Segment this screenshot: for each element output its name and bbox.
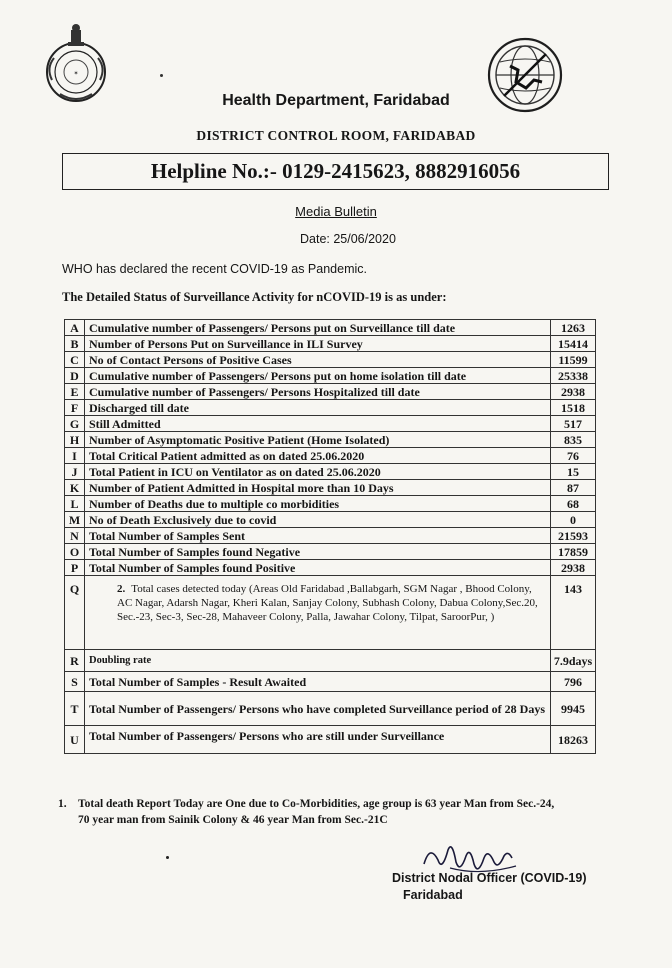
officer-designation: District Nodal Officer (COVID-19) [392,871,587,885]
row-description: Total Number of Samples found Positive [85,560,551,576]
row-description: Total Number of Samples found Negative [85,544,551,560]
row-value: 15 [551,464,596,480]
table-row [65,400,596,416]
helpline-box [62,153,609,190]
note-line-1 [58,796,618,812]
table-row [65,650,596,672]
status-intro: The Detailed Status of Surveillance Activity for nCOVID-19 is as under: [62,290,447,304]
row-description: Total Number of Passengers/ Persons who have completed Surveillance period of 28 Days [85,692,551,726]
row-code: F [65,400,85,416]
row-item-number: 2. [117,583,126,595]
death-report-note [58,796,618,828]
table-row [65,384,596,400]
row-description: Number of Deaths due to multiple co morbidities [85,496,551,512]
row-description: Cumulative number of Passengers/ Persons Hospitalized till date [85,384,551,400]
row-value: 0 [551,512,596,528]
row-value: 87 [551,480,596,496]
row-code: L [65,496,85,512]
row-description-text: Total cases detected today (Areas Old Faridabad ,Ballabgarh, SGM Nagar , Bhood Colony, AC Nagar, Adarsh Nagar, Kheri Kalan, Sanjay Colony, Subhash Colony, Dabua Colony,Sec.20, Sec.-23, Sec-3, Sec-28, Mahaveer Colony, Palla, Jawahar Colony, Tilpat, SaroorPur, ) [117,583,538,623]
who-pandemic-line: WHO has declared the recent COVID-19 as Pandemic. [62,262,367,276]
row-value: 18263 [551,726,596,754]
row-code: P [65,560,85,576]
table-row [65,336,596,352]
control-room-title: DISTRICT CONTROL ROOM, FARIDABAD [196,128,476,143]
row-code: N [65,528,85,544]
row-code: S [65,672,85,692]
row-value: 15414 [551,336,596,352]
table-row [65,352,596,368]
table-row [65,432,596,448]
table-row [65,320,596,336]
table-row [65,480,596,496]
table-row [65,448,596,464]
ink-dot [166,856,169,859]
table-row [65,496,596,512]
row-value: 2938 [551,384,596,400]
row-code: J [65,464,85,480]
table-row [65,560,596,576]
row-value: 11599 [551,352,596,368]
row-value: 7.9days [551,650,596,672]
row-value: 143 [551,576,596,650]
row-code: D [65,368,85,384]
note-text-1: Total death Report Today are One due to Co-Morbidities, age group is 63 year Man from Sec.-24, [78,798,555,810]
row-description: Doubling rate [85,650,551,672]
row-description: No of Death Exclusively due to covid [85,512,551,528]
svg-text:✶: ✶ [73,70,79,77]
row-description: Total Critical Patient admitted as on dated 25.06.2020 [85,448,551,464]
helpline-text: Helpline No.:- 0129-2415623, 8882916056 [150,159,521,183]
row-value: 796 [551,672,596,692]
note-text-2: 70 year man from Sainik Colony & 46 year Man from Sec.-21C [78,814,388,826]
row-value: 68 [551,496,596,512]
officer-location: Faridabad [403,888,463,902]
row-description: No of Contact Persons of Positive Cases [85,352,551,368]
row-description: Cumulative number of Passengers/ Persons put on home isolation till date [85,368,551,384]
table-row [65,416,596,432]
bulletin-title: Media Bulletin [295,204,377,219]
table-row [65,512,596,528]
row-description: Number of Patient Admitted in Hospital more than 10 Days [85,480,551,496]
row-value: 9945 [551,692,596,726]
row-code: U [65,726,85,754]
note-number: 1. [58,798,67,810]
table-row [65,528,596,544]
row-code: E [65,384,85,400]
row-code: I [65,448,85,464]
ink-dot [160,74,163,77]
row-description: Total Number of Samples Sent [85,528,551,544]
bulletin-date: Date: 25/06/2020 [300,232,396,246]
department-title: Health Department, Faridabad [222,92,450,109]
table-row [65,368,596,384]
row-description [85,576,551,650]
row-code: G [65,416,85,432]
row-description: Total Number of Samples - Result Awaited [85,672,551,692]
row-value: 1263 [551,320,596,336]
row-description: Still Admitted [85,416,551,432]
row-value: 1518 [551,400,596,416]
table-row [65,464,596,480]
row-value: 21593 [551,528,596,544]
row-code: Q [65,576,85,650]
row-code: C [65,352,85,368]
table-row [65,692,596,726]
row-value: 17859 [551,544,596,560]
row-code: M [65,512,85,528]
table-row [65,672,596,692]
row-value: 517 [551,416,596,432]
table-row [65,726,596,754]
row-code: A [65,320,85,336]
row-description: Total Number of Passengers/ Persons who are still under Surveillance [85,726,551,754]
table-row [65,544,596,560]
row-description: Cumulative number of Passengers/ Persons put on Surveillance till date [85,320,551,336]
row-value: 76 [551,448,596,464]
row-code: K [65,480,85,496]
row-code: R [65,650,85,672]
row-description: Number of Asymptomatic Positive Patient (Home Isolated) [85,432,551,448]
row-value: 25338 [551,368,596,384]
row-code: O [65,544,85,560]
row-code: T [65,692,85,726]
row-value: 2938 [551,560,596,576]
row-description: Total Patient in ICU on Ventilator as on dated 25.06.2020 [85,464,551,480]
row-code: H [65,432,85,448]
row-code: B [65,336,85,352]
surveillance-table [64,319,596,754]
row-description: Number of Persons Put on Surveillance in ILI Survey [85,336,551,352]
row-value: 835 [551,432,596,448]
table-row [65,576,596,650]
row-description: Discharged till date [85,400,551,416]
